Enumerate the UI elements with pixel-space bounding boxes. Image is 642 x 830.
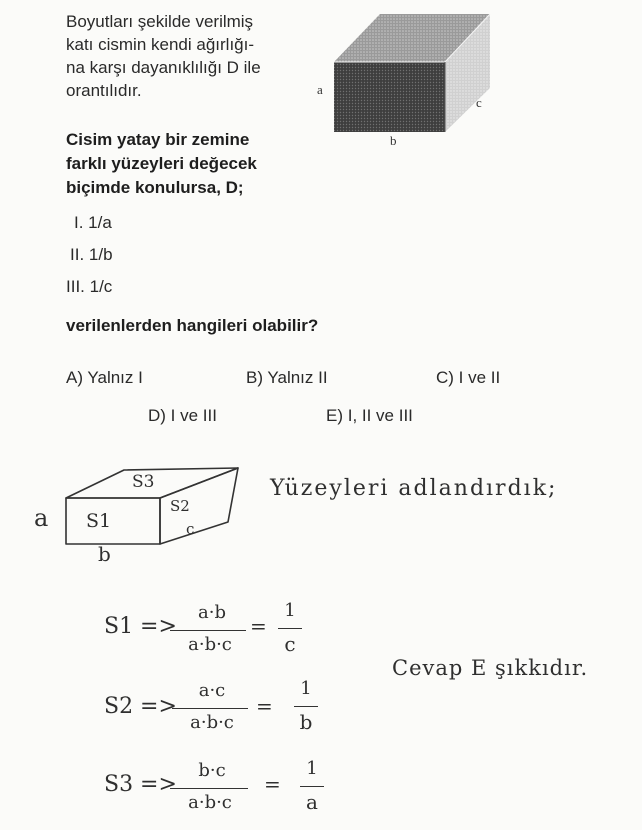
- item-3: III. 1/c: [66, 277, 113, 296]
- label-s1: S1: [86, 510, 112, 532]
- option-a: A) Yalnız I: [66, 368, 143, 387]
- eq1-res-bar: [278, 628, 302, 629]
- eq2-equals: =: [256, 694, 273, 718]
- eq2-bar: [172, 708, 248, 709]
- bold-line-2: farklı yüzeyleri değecek: [66, 154, 257, 173]
- eq1-num: a·b: [198, 602, 226, 623]
- figure-label-b: b: [390, 133, 397, 148]
- option-b: B) Yalnız II: [246, 368, 328, 387]
- label-s3: S3: [132, 472, 155, 492]
- option-e: E) I, II ve III: [326, 406, 413, 425]
- handdrawn-box-figure: [60, 458, 250, 553]
- eq1-res-den: c: [284, 632, 296, 656]
- option-d: D) I ve III: [148, 406, 217, 425]
- eq2-res-num: 1: [300, 678, 312, 699]
- eq1-bar: [170, 630, 246, 631]
- eq3-den: a·b·c: [188, 792, 232, 813]
- eq1-den: a·b·c: [188, 634, 232, 655]
- eq2-res-bar: [294, 706, 318, 707]
- eq1-res-num: 1: [284, 600, 296, 621]
- intro-line-1: Boyutları şekilde verilmiş: [66, 12, 254, 31]
- eq3-res-bar: [300, 786, 324, 787]
- eq3-res-den: a: [306, 790, 318, 814]
- eq2-den: a·b·c: [190, 712, 234, 733]
- figure-label-c: c: [476, 95, 482, 110]
- handwritten-note: Yüzeyleri adlandırdık;: [270, 476, 558, 501]
- item-2: II. 1/b: [70, 245, 113, 264]
- eq3-bar: [170, 788, 248, 789]
- label-a: a: [34, 504, 49, 532]
- label-b: b: [98, 542, 111, 566]
- item-1: I. 1/a: [74, 213, 112, 232]
- intro-line-3: na karşı dayanıklılığı D ile: [66, 58, 261, 77]
- eq2-lhs: S2 =>: [104, 694, 177, 719]
- figure-label-a: a: [317, 82, 323, 97]
- eq3-num: b·c: [198, 760, 226, 781]
- intro-line-4: orantılıdır.: [66, 81, 142, 100]
- eq2-num: a·c: [198, 680, 226, 701]
- intro-line-2: katı cismin kendi ağırlığı-: [66, 35, 255, 54]
- eq3-equals: =: [264, 772, 281, 796]
- label-c: c: [186, 520, 195, 538]
- option-c: C) I ve II: [436, 368, 501, 387]
- bold-line-1: Cisim yatay bir zemine: [66, 130, 250, 149]
- label-s2: S2: [170, 497, 190, 515]
- eq2-res-den: b: [299, 710, 313, 734]
- eq3-lhs: S3 =>: [104, 772, 177, 797]
- printed-box-figure: [300, 0, 510, 150]
- bold-line-3: biçimde konulursa, D;: [66, 178, 244, 197]
- answer-note: Cevap E şıkkıdır.: [392, 656, 589, 680]
- eq1-equals: =: [250, 614, 267, 638]
- eq3-res-num: 1: [306, 758, 318, 779]
- question-prompt: verilenlerden hangileri olabilir?: [66, 316, 319, 335]
- eq1-lhs: S1 =>: [104, 614, 177, 639]
